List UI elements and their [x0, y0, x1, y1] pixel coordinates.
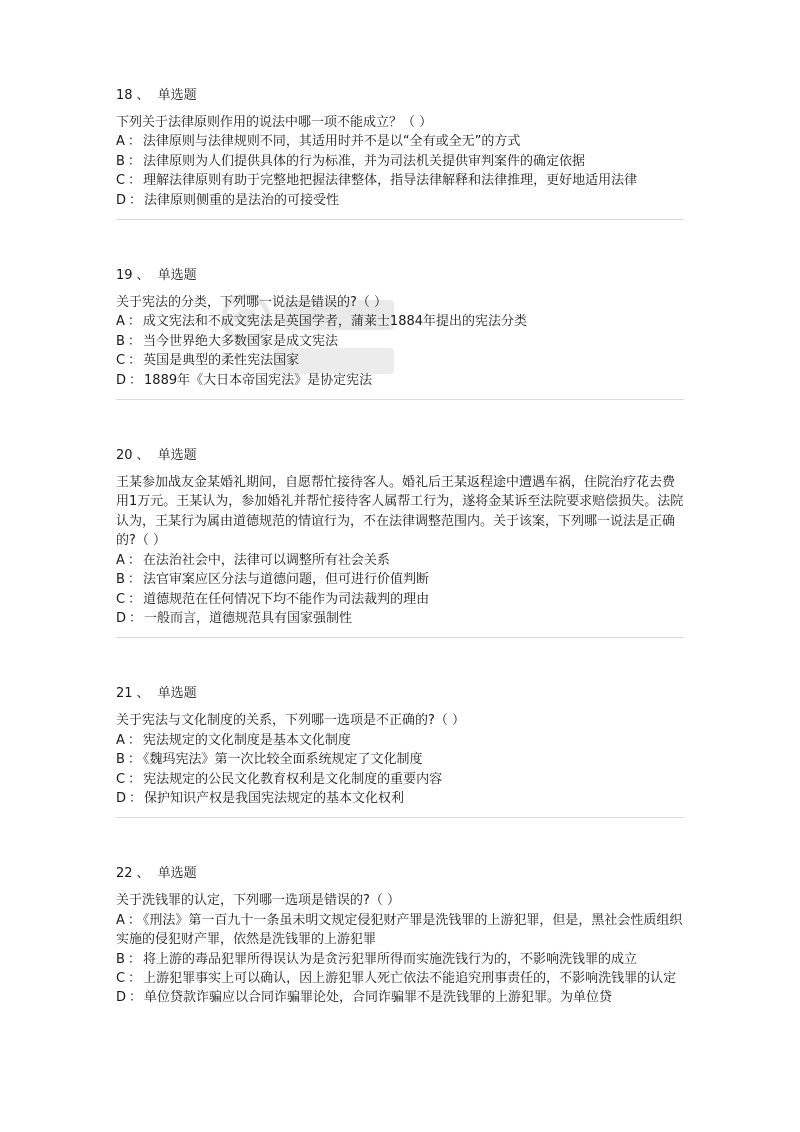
- option-separator: ：: [127, 572, 141, 588]
- question-header: [116, 86, 686, 106]
- option-text: 宪法规定的公民文化教育权利是文化制度的重要内容: [143, 771, 443, 787]
- question-number-separator: 、: [136, 88, 150, 103]
- option-text: 在法治社会中，法律可以调整所有社会关系: [142, 552, 390, 568]
- option-text: 将上游的毒品犯罪所得误认为是贪污犯罪所得而实施洗钱行为的，不影响洗钱罪的成立: [142, 951, 637, 967]
- answer-option: [116, 171, 686, 190]
- option-text: 法官审案应区分法与道德问题，但可进行价值判断: [142, 572, 429, 588]
- answer-option: [116, 570, 686, 589]
- answer-option: [116, 371, 686, 390]
- answer-option: [116, 750, 686, 769]
- option-text: 宪法规定的文化制度是基本文化制度: [142, 732, 351, 748]
- option-text: 1889年《大日本帝国宪法》是协定宪法: [144, 372, 373, 388]
- question-type: 单选题: [157, 448, 197, 464]
- option-separator: ：: [127, 333, 141, 349]
- answer-option: [116, 332, 686, 351]
- option-label: A: [116, 314, 125, 330]
- option-text: 法律原则侧重的是法治的可接受性: [144, 192, 340, 208]
- question-header: [116, 684, 686, 704]
- option-label: B: [116, 951, 125, 967]
- exam-page: [116, 86, 686, 1008]
- option-separator: ：: [127, 134, 141, 150]
- option-label: A: [116, 912, 125, 928]
- question-block: [116, 864, 686, 1007]
- option-separator: ：: [129, 610, 143, 626]
- question-header: [116, 446, 686, 466]
- answer-option: [116, 789, 686, 808]
- question-header: [116, 864, 686, 884]
- option-text: 理解法律原则有助于完整地把握法律整体，指导法律解释和法律推理，更好地适用法律: [143, 173, 638, 189]
- option-separator: ：: [128, 173, 142, 189]
- option-text: 法律原则为人们提供具体的行为标准，并为司法机关提供审判案件的确定依据: [142, 153, 585, 169]
- option-text: 当今世界绝大多数国家是成文宪法: [142, 333, 338, 349]
- option-text: 上游犯罪事实上可以确认，因上游犯罪人死亡依法不能追究刑事责任的，不影响洗钱罪的认定: [143, 970, 677, 986]
- option-separator: ：: [129, 192, 143, 208]
- answer-option: [116, 132, 686, 151]
- option-label: D: [116, 610, 127, 626]
- option-separator: ：: [127, 314, 141, 330]
- option-text: 保护知识产权是我国宪法规定的基本文化权利: [144, 790, 405, 806]
- question-number-separator: 、: [136, 268, 150, 284]
- question-stem: 关于宪法与文化制度的关系，下列哪一选项是不正确的?（ ）: [116, 713, 466, 729]
- option-label: C: [116, 353, 126, 369]
- option-separator: ：: [129, 372, 143, 388]
- answer-option: [116, 770, 686, 789]
- option-separator: ：: [128, 591, 142, 607]
- answer-option: [116, 152, 686, 171]
- option-separator: ：: [127, 912, 141, 928]
- option-label: D: [116, 372, 127, 388]
- answer-option: [116, 911, 686, 950]
- answer-option: [116, 551, 686, 570]
- question-type: 单选题: [157, 686, 197, 702]
- option-separator: ：: [127, 732, 141, 748]
- option-separator: ：: [129, 790, 143, 806]
- option-label: B: [116, 153, 125, 169]
- option-separator: ：: [129, 990, 143, 1006]
- option-text: 单位贷款诈骗应以合同诈骗罪论处，合同诈骗罪不是洗钱罪的上游犯罪。为单位贷: [144, 990, 613, 1006]
- option-label: A: [116, 552, 125, 568]
- question-number: 21: [116, 686, 133, 702]
- question-number-separator: 、: [136, 448, 150, 464]
- answer-option: [116, 590, 686, 609]
- option-separator: ：: [128, 771, 142, 787]
- option-label: C: [116, 591, 126, 607]
- question-number: 20: [116, 448, 133, 464]
- option-label: D: [116, 790, 127, 806]
- question-block: [116, 86, 686, 266]
- question-type: 单选题: [157, 866, 197, 882]
- question-block: [116, 446, 686, 684]
- question-number: 19: [116, 268, 133, 284]
- answer-option: [116, 312, 686, 331]
- answer-option: [116, 988, 686, 1007]
- question-block: [116, 266, 686, 446]
- question-number-separator: 、: [136, 866, 150, 882]
- option-label: D: [116, 192, 127, 208]
- answer-option: [116, 950, 686, 969]
- question-number: 22: [116, 866, 133, 882]
- option-label: C: [116, 970, 126, 986]
- option-separator: ：: [128, 353, 142, 369]
- question-stem: 关于宪法的分类，下列哪一说法是错误的?（ ）: [116, 295, 388, 311]
- option-separator: ：: [127, 951, 141, 967]
- option-label: C: [116, 173, 126, 189]
- option-label: B: [116, 752, 125, 768]
- option-separator: ：: [127, 552, 141, 568]
- answer-option: [116, 969, 686, 988]
- answer-option: [116, 731, 686, 750]
- option-separator: ：: [127, 752, 141, 768]
- option-label: B: [116, 333, 125, 349]
- option-label: A: [116, 732, 125, 748]
- question-number: 18: [116, 88, 133, 103]
- option-label: C: [116, 771, 126, 787]
- option-separator: ：: [127, 153, 141, 169]
- answer-option: [116, 351, 686, 370]
- question-stem: 下列关于法律原则作用的说法中哪一项不能成立？（ ）: [116, 115, 433, 130]
- question-stem: 关于洗钱罪的认定，下列哪一选项是错误的?（ ）: [116, 893, 401, 909]
- option-text: 道德规范在任何情况下均不能作为司法裁判的理由: [143, 591, 430, 607]
- question-type: 单选题: [157, 88, 197, 103]
- option-text: 成文宪法和不成文宪法是英国学者，蒲莱士1884年提出的宪法分类: [142, 314, 528, 330]
- question-stem: 王某参加战友金某婚礼期间，自愿帮忙接待客人。婚礼后王某返程途中遭遇车祸，住院治疗花去费用1万元。王某认为，参加婚礼并帮忙接待客人属帮工行为，遂将金某诉至法院要求赔偿损失。法院认为，王某行为属由道德规范的情谊行为，不在法律调整范围内。关于该案，下列哪一说法是正确的?（ ）: [116, 475, 684, 549]
- option-text: 《刑法》第一百九十一条虽未明文规定侵犯财产罪是洗钱罪的上游犯罪，但是，黑社会性质组织实施的侵犯财产罪，依然是洗钱罪的上游犯罪: [116, 912, 683, 948]
- question-block: [116, 684, 686, 864]
- question-number-separator: 、: [136, 686, 150, 702]
- option-text: 一般而言，道德规范具有国家强制性: [144, 610, 353, 626]
- option-label: D: [116, 990, 127, 1006]
- answer-option: [116, 191, 686, 210]
- option-label: B: [116, 572, 125, 588]
- option-text: 法律原则与法律规则不同，其适用时并不是以“全有或全无”的方式: [142, 134, 521, 150]
- option-separator: ：: [128, 970, 142, 986]
- question-header: [116, 266, 686, 286]
- answer-option: [116, 609, 686, 628]
- option-text: 《魏玛宪法》第一次比较全面系统规定了文化制度: [142, 752, 423, 768]
- question-type: 单选题: [157, 268, 197, 284]
- option-label: A: [116, 134, 125, 150]
- option-text: 英国是典型的柔性宪法国家: [143, 353, 300, 369]
